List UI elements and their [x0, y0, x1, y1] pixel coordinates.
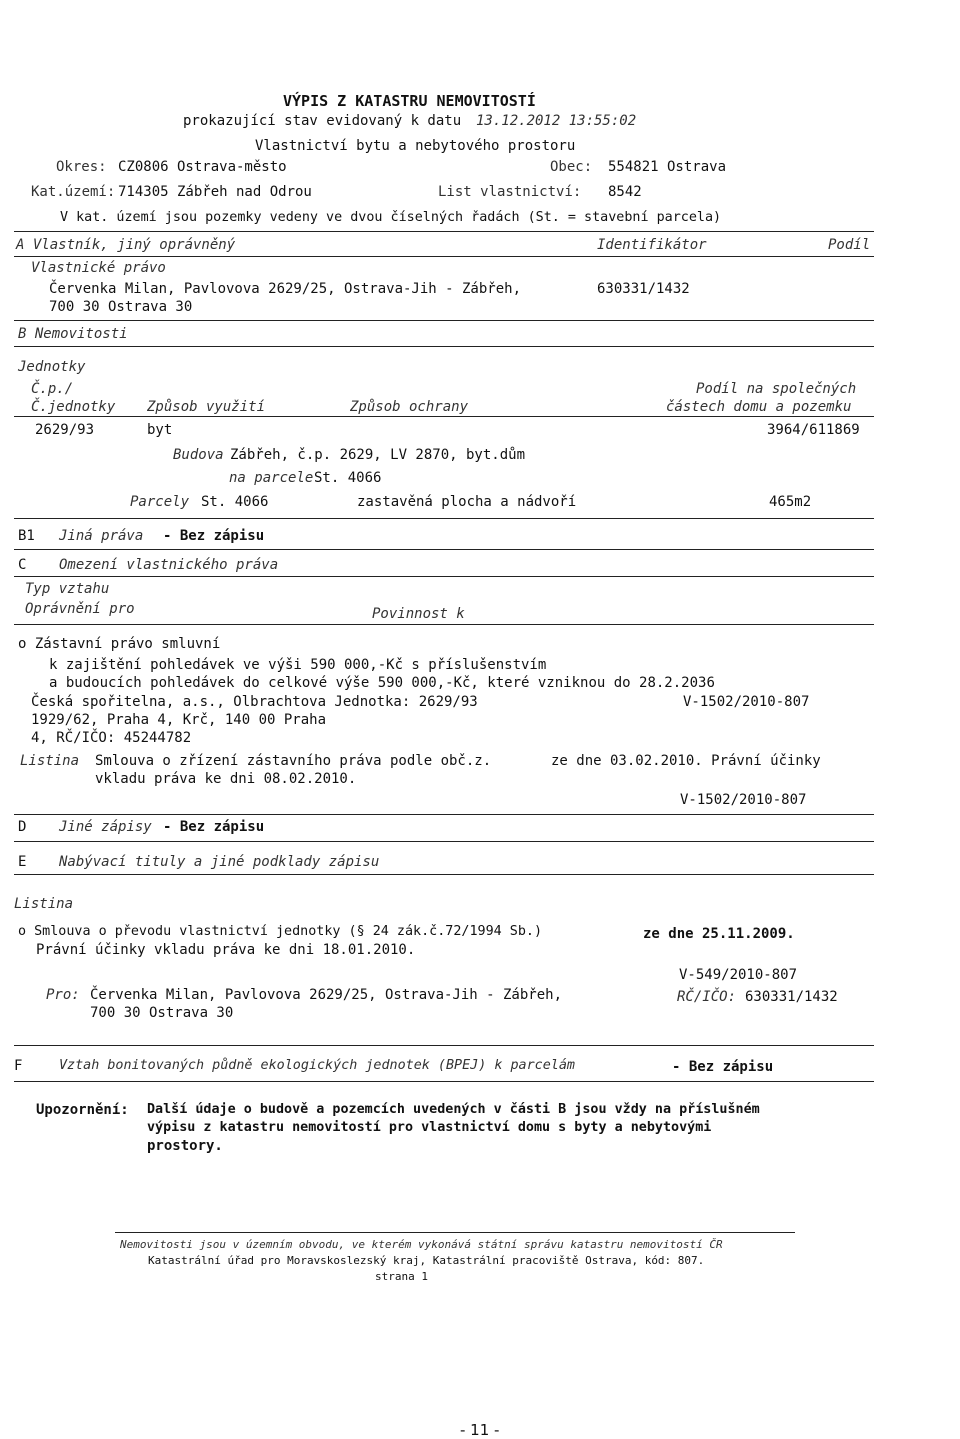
- na-parcele-label: na parcele: [229, 470, 314, 486]
- owner-line-2: 700 30 Ostrava 30: [49, 299, 193, 315]
- owner-line-1: Červenka Milan, Pavlovova 2629/25, Ostrava-Jih - Zábřeh,: [49, 281, 522, 297]
- divider: [14, 874, 874, 875]
- section-a-heading: A Vlastník, jiný oprávněný: [16, 237, 236, 253]
- divider: [14, 576, 874, 577]
- section-d-heading: Jiné zápisy: [59, 819, 152, 835]
- notice-line-2: výpisu z katastru nemovitostí pro vlastnictví domu s byty a nebytovými: [147, 1120, 712, 1135]
- section-f-letter: F: [14, 1058, 23, 1074]
- parcely-value: St. 4066: [201, 494, 269, 510]
- divider: [14, 256, 874, 257]
- smlouva-reference: V-549/2010-807: [679, 967, 798, 983]
- notice-line-1: Další údaje o budově a pozemcích uvedených v části B jsou vždy na příslušném: [147, 1102, 760, 1117]
- divider: [14, 320, 874, 321]
- jednotky-heading: Jednotky: [18, 359, 86, 375]
- col-identifikator: Identifikátor: [597, 237, 707, 253]
- smlouva-line-1: o Smlouva o převodu vlastnictví jednotky (§ 24 zák.č.72/1994 Sb.): [18, 924, 543, 939]
- creditor-line-1: Česká spořitelna, a.s., Olbrachtova Jednotka: 2629/93: [31, 694, 478, 710]
- footer-line-1: Nemovitosti jsou v územním obvodu, ve kterém vykonává státní správu katastru nemovitostí ČR: [120, 1238, 723, 1251]
- creditor-line-3: 4, RČ/IČO: 45244782: [31, 730, 192, 746]
- parcely-label: Parcely: [130, 494, 190, 510]
- col-podil-line-2: částech domu a pozemku: [666, 399, 852, 415]
- section-b-heading: B Nemovitosti: [18, 326, 128, 342]
- section-b1-heading: Jiná práva: [59, 528, 144, 544]
- footer-divider: [115, 1232, 795, 1233]
- zastavni-pravo-line-1: k zajištění pohledávek ve výši 590 000,-Kč s příslušenstvím: [49, 657, 547, 673]
- listina-label: Listina: [20, 753, 80, 769]
- rc-ico-label: RČ/IČO:: [677, 989, 737, 1005]
- smlouva-line-2: Právní účinky vkladu práva ke dni 18.01.2010.: [36, 942, 416, 958]
- col-cislo-jednotky: Č.jednotky: [31, 399, 116, 415]
- obec-label: Obec:: [550, 159, 593, 175]
- col-zpusob-ochrany: Způsob ochrany: [350, 399, 469, 415]
- divider: [14, 549, 874, 550]
- creditor-reference: V-1502/2010-807: [683, 694, 810, 710]
- katuzemi-value: 714305 Zábřeh nad Odrou: [118, 184, 312, 200]
- page-number: - 11 -: [460, 1421, 500, 1439]
- listina-line-2: vkladu práva ke dni 08.02.2010.: [95, 771, 357, 787]
- col-cp: Č.p./: [31, 381, 74, 397]
- document-title: VÝPIS Z KATASTRU NEMOVITOSTÍ: [283, 92, 536, 110]
- unit-number: 2629/93: [35, 422, 95, 438]
- section-f-heading: Vztah bonitovaných půdně ekologických jednotek (BPEJ) k parcelám: [59, 1058, 575, 1073]
- divider: [14, 346, 874, 347]
- vlastnicke-pravo-heading: Vlastnické právo: [31, 260, 166, 276]
- pro-value: Červenka Milan, Pavlovova 2629/25, Ostrava-Jih - Zábřeh,: [90, 987, 563, 1003]
- divider: [14, 1081, 874, 1082]
- okres-label: Okres:: [56, 159, 107, 175]
- footer-page-label: strana 1: [375, 1270, 428, 1283]
- section-c-letter: C: [18, 557, 27, 573]
- katuzemi-label: Kat.území:: [31, 184, 116, 200]
- section-e-heading: Nabývací tituly a jiné podklady zápisu: [59, 854, 380, 870]
- parcely-use: zastavěná plocha a nádvoří: [357, 494, 577, 510]
- divider: [14, 518, 874, 519]
- listina-text: Smlouva o zřízení zástavního práva podle obč.z.: [95, 753, 492, 769]
- notice-line-3: prostory.: [147, 1138, 223, 1154]
- pro-line-2: 700 30 Ostrava 30: [90, 1005, 234, 1021]
- budova-label: Budova: [173, 447, 224, 463]
- listina-heading: Listina: [14, 896, 74, 912]
- divider: [14, 1045, 874, 1046]
- na-parcele-value: St. 4066: [314, 470, 382, 486]
- section-c-heading: Omezení vlastnického práva: [59, 557, 279, 573]
- notice-label: Upozornění:: [36, 1102, 129, 1118]
- divider: [14, 416, 874, 417]
- pro-label: Pro:: [46, 987, 80, 1003]
- section-d-letter: D: [18, 819, 27, 835]
- divider: [14, 841, 874, 842]
- budova-value: Zábřeh, č.p. 2629, LV 2870, byt.dům: [230, 447, 526, 463]
- col-podil: Podíl: [828, 237, 871, 253]
- rc-ico-value: 630331/1432: [745, 989, 838, 1005]
- section-b1-status: - Bez zápisu: [163, 528, 265, 544]
- col-podil-line-1: Podíl na společných: [696, 381, 857, 397]
- opravneni-pro-label: Oprávnění pro: [25, 601, 135, 617]
- unit-use: byt: [147, 422, 173, 438]
- subtitle-label: prokazující stav evidovaný k datu: [183, 113, 462, 129]
- povinnost-k-label: Povinnost k: [372, 606, 465, 622]
- divider: [14, 814, 874, 815]
- typ-vztahu-label: Typ vztahu: [25, 581, 110, 597]
- footer-line-2: Katastrální úřad pro Moravskoslezský kraj, Katastrální pracoviště Ostrava, kód: 807.: [148, 1254, 705, 1267]
- parcely-area: 465m2: [769, 494, 812, 510]
- section-f-status: - Bez zápisu: [672, 1059, 774, 1075]
- divider: [14, 624, 874, 625]
- creditor-line-2: 1929/62, Praha 4, Krč, 140 00 Praha: [31, 712, 327, 728]
- section-e-letter: E: [18, 854, 27, 870]
- zastavni-pravo-line-2: a budoucích pohledávek do celkové výše 590 000,-Kč, které vzniknou do 28.2.2036: [49, 675, 715, 691]
- listina-reference: V-1502/2010-807: [680, 792, 807, 808]
- smlouva-date: ze dne 25.11.2009.: [643, 926, 795, 942]
- owner-identifier: 630331/1432: [597, 281, 690, 297]
- col-zpusob-vyuziti: Způsob využití: [147, 399, 266, 415]
- listina-date: ze dne 03.02.2010. Právní účinky: [551, 753, 821, 769]
- section-b1-letter: B1: [18, 528, 35, 544]
- zastavni-pravo-title: o Zástavní právo smluvní: [18, 636, 221, 652]
- section-d-status: - Bez zápisu: [163, 819, 265, 835]
- lv-value: 8542: [608, 184, 642, 200]
- parcel-series-note: V kat. území jsou pozemky vedeny ve dvou číselných řadách (St. = stavební parcela): [60, 210, 722, 225]
- record-type: Vlastnictví bytu a nebytového prostoru: [255, 138, 576, 154]
- divider: [14, 231, 874, 232]
- obec-value: 554821 Ostrava: [608, 159, 727, 175]
- subtitle-date: 13.12.2012 13:55:02: [476, 113, 637, 129]
- lv-label: List vlastnictví:: [438, 184, 582, 200]
- okres-value: CZ0806 Ostrava-město: [118, 159, 287, 175]
- unit-share: 3964/611869: [767, 422, 860, 438]
